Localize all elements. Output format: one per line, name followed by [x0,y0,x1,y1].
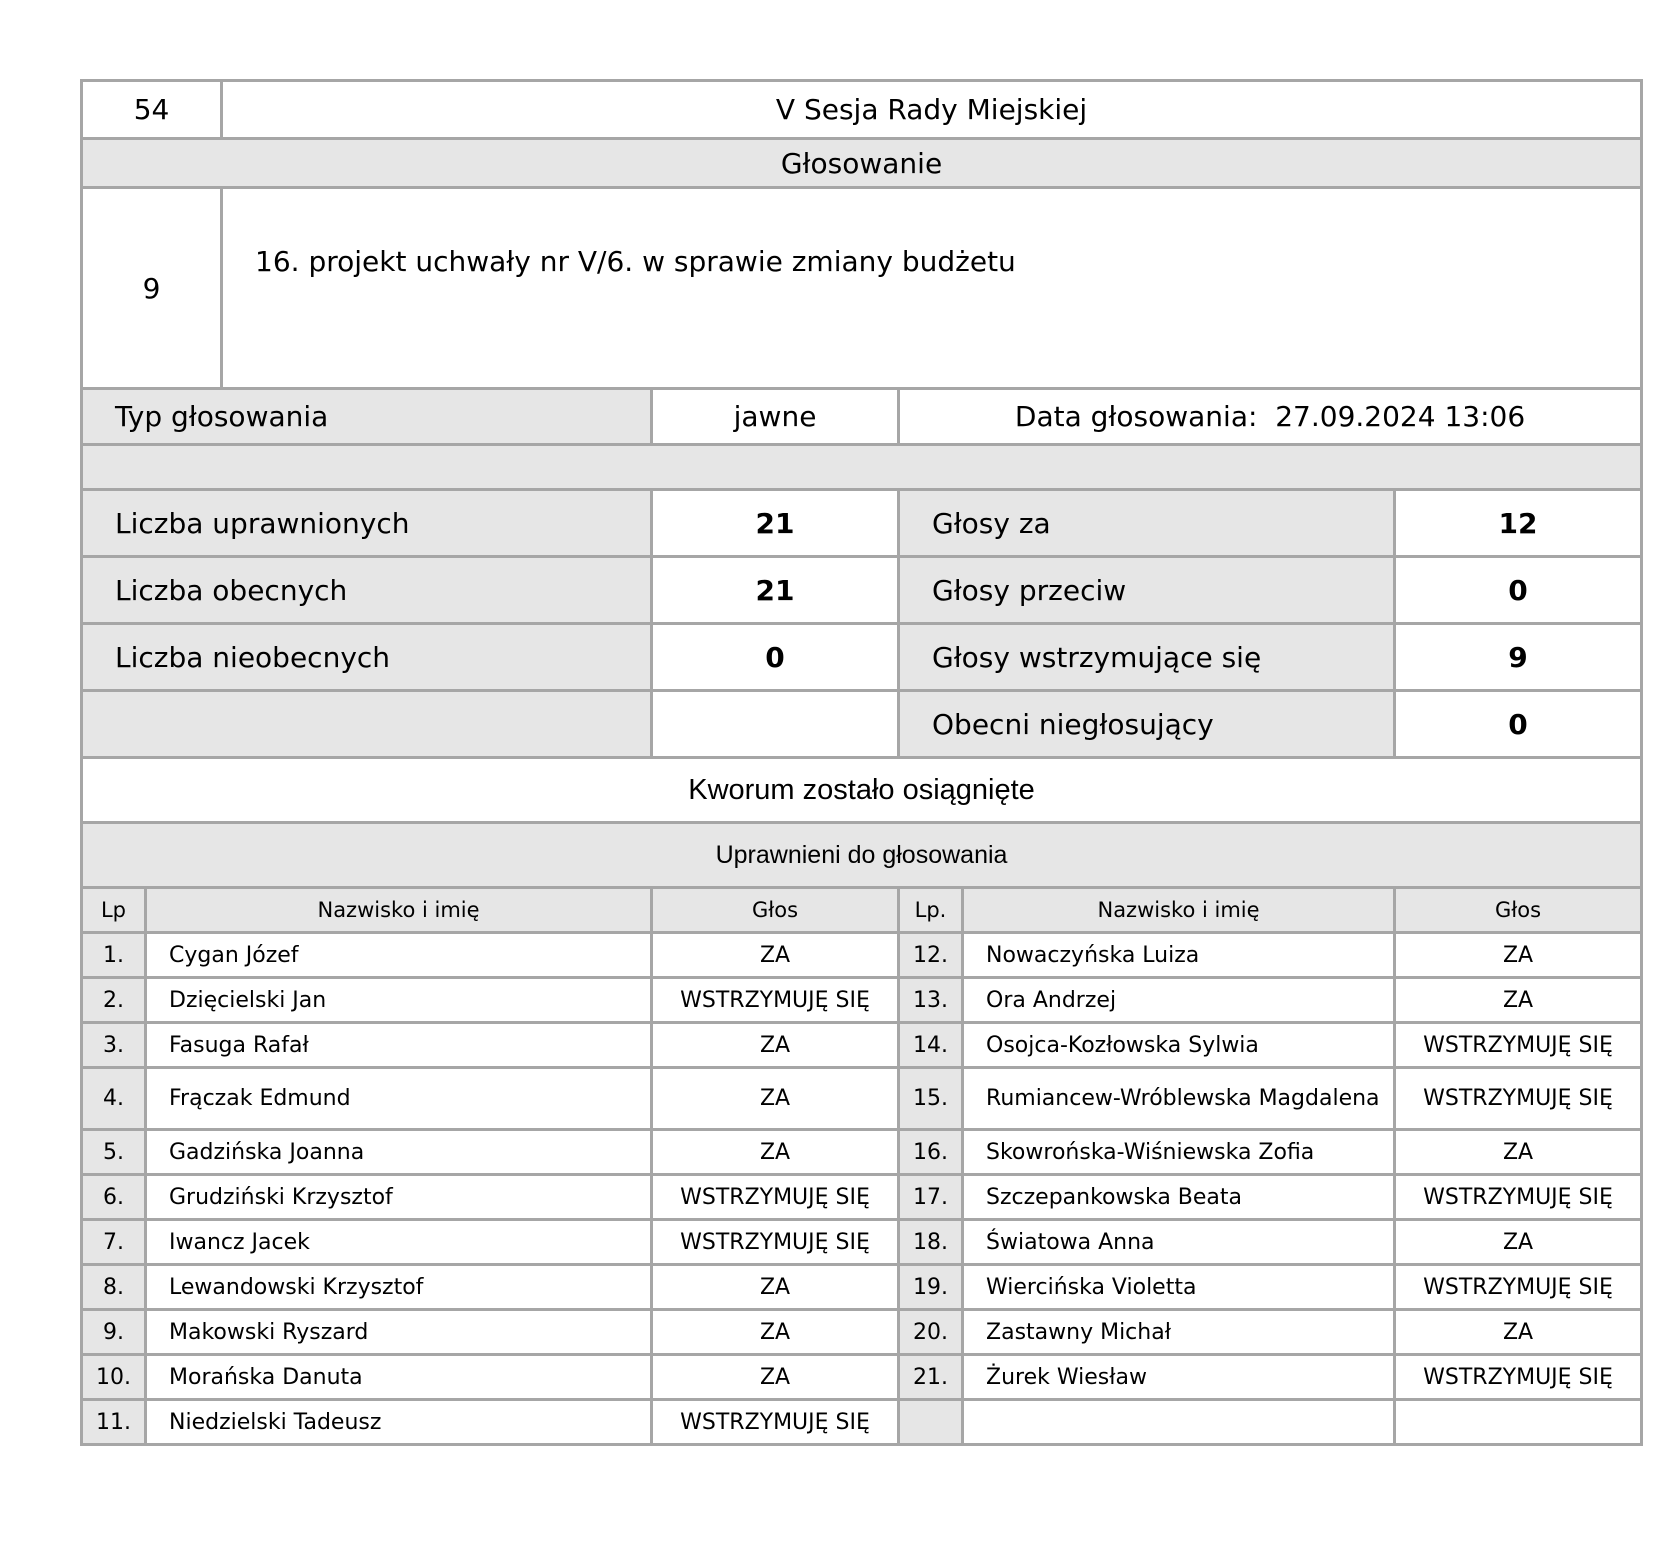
member-name: Morańska Danuta [146,1355,652,1400]
member-lp: 3. [82,1023,146,1068]
col-name-left: Nazwisko i imię [146,888,652,933]
member-lp: 4. [82,1068,146,1130]
member-lp: 21. [899,1355,963,1400]
votes-against-label: Głosy przeciw [899,557,1395,624]
vote-type-value: jawne [652,389,899,445]
col-lp-left: Lp [82,888,146,933]
member-name: Zastawny Michał [963,1310,1395,1355]
absent-label: Liczba nieobecnych [82,624,652,691]
member-vote: ZA [652,1355,899,1400]
absent-count: 0 [652,624,899,691]
votes-for-label: Głosy za [899,490,1395,557]
member-name: Lewandowski Krzysztof [146,1265,652,1310]
member-lp: 17. [899,1175,963,1220]
vote-date [899,389,1642,445]
member-name: Wiercińska Violetta [963,1265,1395,1310]
member-vote: WSTRZYMUJĘ SIĘ [1395,1068,1642,1130]
votes-abstain-label: Głosy wstrzymujące się [899,624,1395,691]
spacer-row [82,445,1642,490]
member-lp: 5. [82,1130,146,1175]
member-lp: 16. [899,1130,963,1175]
member-name: Skowrońska-Wiśniewska Zofia [963,1130,1395,1175]
member-lp [899,1400,963,1445]
section-title: Głosowanie [82,139,1642,188]
member-lp: 18. [899,1220,963,1265]
member-name: Fasuga Rafał [146,1023,652,1068]
member-lp: 14. [899,1023,963,1068]
member-name: Cygan Józef [146,933,652,978]
quorum-status: Kworum zostało osiągnięte [82,758,1642,823]
table-row [82,1175,1642,1220]
table-row [82,1130,1642,1175]
member-name: Szczepankowska Beata [963,1175,1395,1220]
vote-number: 9 [82,188,222,389]
member-lp: 20. [899,1310,963,1355]
member-lp: 11. [82,1400,146,1445]
member-rows [82,933,1642,1445]
table-row [82,978,1642,1023]
member-vote: WSTRZYMUJĘ SIĘ [652,1400,899,1445]
member-name: Niedzielski Tadeusz [146,1400,652,1445]
member-vote: ZA [652,1265,899,1310]
member-lp: 6. [82,1175,146,1220]
nonvoting-label: Obecni niegłosujący [899,691,1395,758]
member-name: Iwancz Jacek [146,1220,652,1265]
member-lp: 12. [899,933,963,978]
col-name-right: Nazwisko i imię [963,888,1395,933]
member-name: Nowaczyńska Luiza [963,933,1395,978]
vote-type-label: Typ głosowania [82,389,652,445]
empty-stat-value [652,691,899,758]
member-name: Gadzińska Joanna [146,1130,652,1175]
table-row [82,933,1642,978]
member-vote: WSTRZYMUJĘ SIĘ [652,978,899,1023]
member-lp: 19. [899,1265,963,1310]
votes-against-count: 0 [1395,557,1642,624]
present-label: Liczba obecnych [82,557,652,624]
member-vote: ZA [1395,1220,1642,1265]
member-name: Ora Andrzej [963,978,1395,1023]
member-vote: ZA [652,933,899,978]
table-row [82,1355,1642,1400]
member-vote: WSTRZYMUJĘ SIĘ [1395,1175,1642,1220]
member-vote: WSTRZYMUJĘ SIĘ [652,1175,899,1220]
table-row [82,1400,1642,1445]
member-name: Dzięcielski Jan [146,978,652,1023]
member-vote: ZA [1395,978,1642,1023]
session-number: 54 [82,81,222,139]
member-vote: ZA [652,1023,899,1068]
table-row [82,1265,1642,1310]
member-name: Osojca-Kozłowska Sylwia [963,1023,1395,1068]
member-name [963,1400,1395,1445]
session-title: V Sesja Rady Miejskiej [222,81,1642,139]
member-vote: WSTRZYMUJĘ SIĘ [1395,1023,1642,1068]
eligible-list-title: Uprawnieni do głosowania [82,823,1642,888]
nonvoting-count: 0 [1395,691,1642,758]
eligible-label: Liczba uprawnionych [82,490,652,557]
eligible-count: 21 [652,490,899,557]
member-vote: WSTRZYMUJĘ SIĘ [1395,1265,1642,1310]
voting-record-sheet [80,79,1613,1446]
member-lp: 2. [82,978,146,1023]
member-name: Światowa Anna [963,1220,1395,1265]
col-lp-right: Lp. [899,888,963,933]
member-lp: 8. [82,1265,146,1310]
col-vote-left: Głos [652,888,899,933]
table-row [82,1310,1642,1355]
member-vote: WSTRZYMUJĘ SIĘ [1395,1355,1642,1400]
voting-header-table [80,79,1643,1446]
member-lp: 9. [82,1310,146,1355]
member-name: Rumiancew-Wróblewska Magdalena [963,1068,1395,1130]
table-row [82,1220,1642,1265]
member-name: Frączak Edmund [146,1068,652,1130]
vote-date-label: Data głosowania: [1014,400,1258,433]
member-name: Grudziński Krzysztof [146,1175,652,1220]
member-lp: 13. [899,978,963,1023]
member-lp: 15. [899,1068,963,1130]
member-lp: 7. [82,1220,146,1265]
votes-abstain-count: 9 [1395,624,1642,691]
member-vote: ZA [652,1130,899,1175]
member-name: Makowski Ryszard [146,1310,652,1355]
vote-title: 16. projekt uchwały nr V/6. w sprawie zmiany budżetu [222,188,1642,389]
table-row [82,1068,1642,1130]
member-lp: 1. [82,933,146,978]
vote-date-value: 27.09.2024 13:06 [1275,400,1526,433]
member-vote: ZA [1395,933,1642,978]
member-vote: ZA [652,1068,899,1130]
member-vote: WSTRZYMUJĘ SIĘ [652,1220,899,1265]
member-lp: 10. [82,1355,146,1400]
member-vote: ZA [1395,1310,1642,1355]
member-vote: ZA [1395,1130,1642,1175]
empty-stat-label [82,691,652,758]
col-vote-right: Głos [1395,888,1642,933]
votes-for-count: 12 [1395,490,1642,557]
member-name: Żurek Wiesław [963,1355,1395,1400]
table-row [82,1023,1642,1068]
member-vote [1395,1400,1642,1445]
member-vote: ZA [652,1310,899,1355]
present-count: 21 [652,557,899,624]
